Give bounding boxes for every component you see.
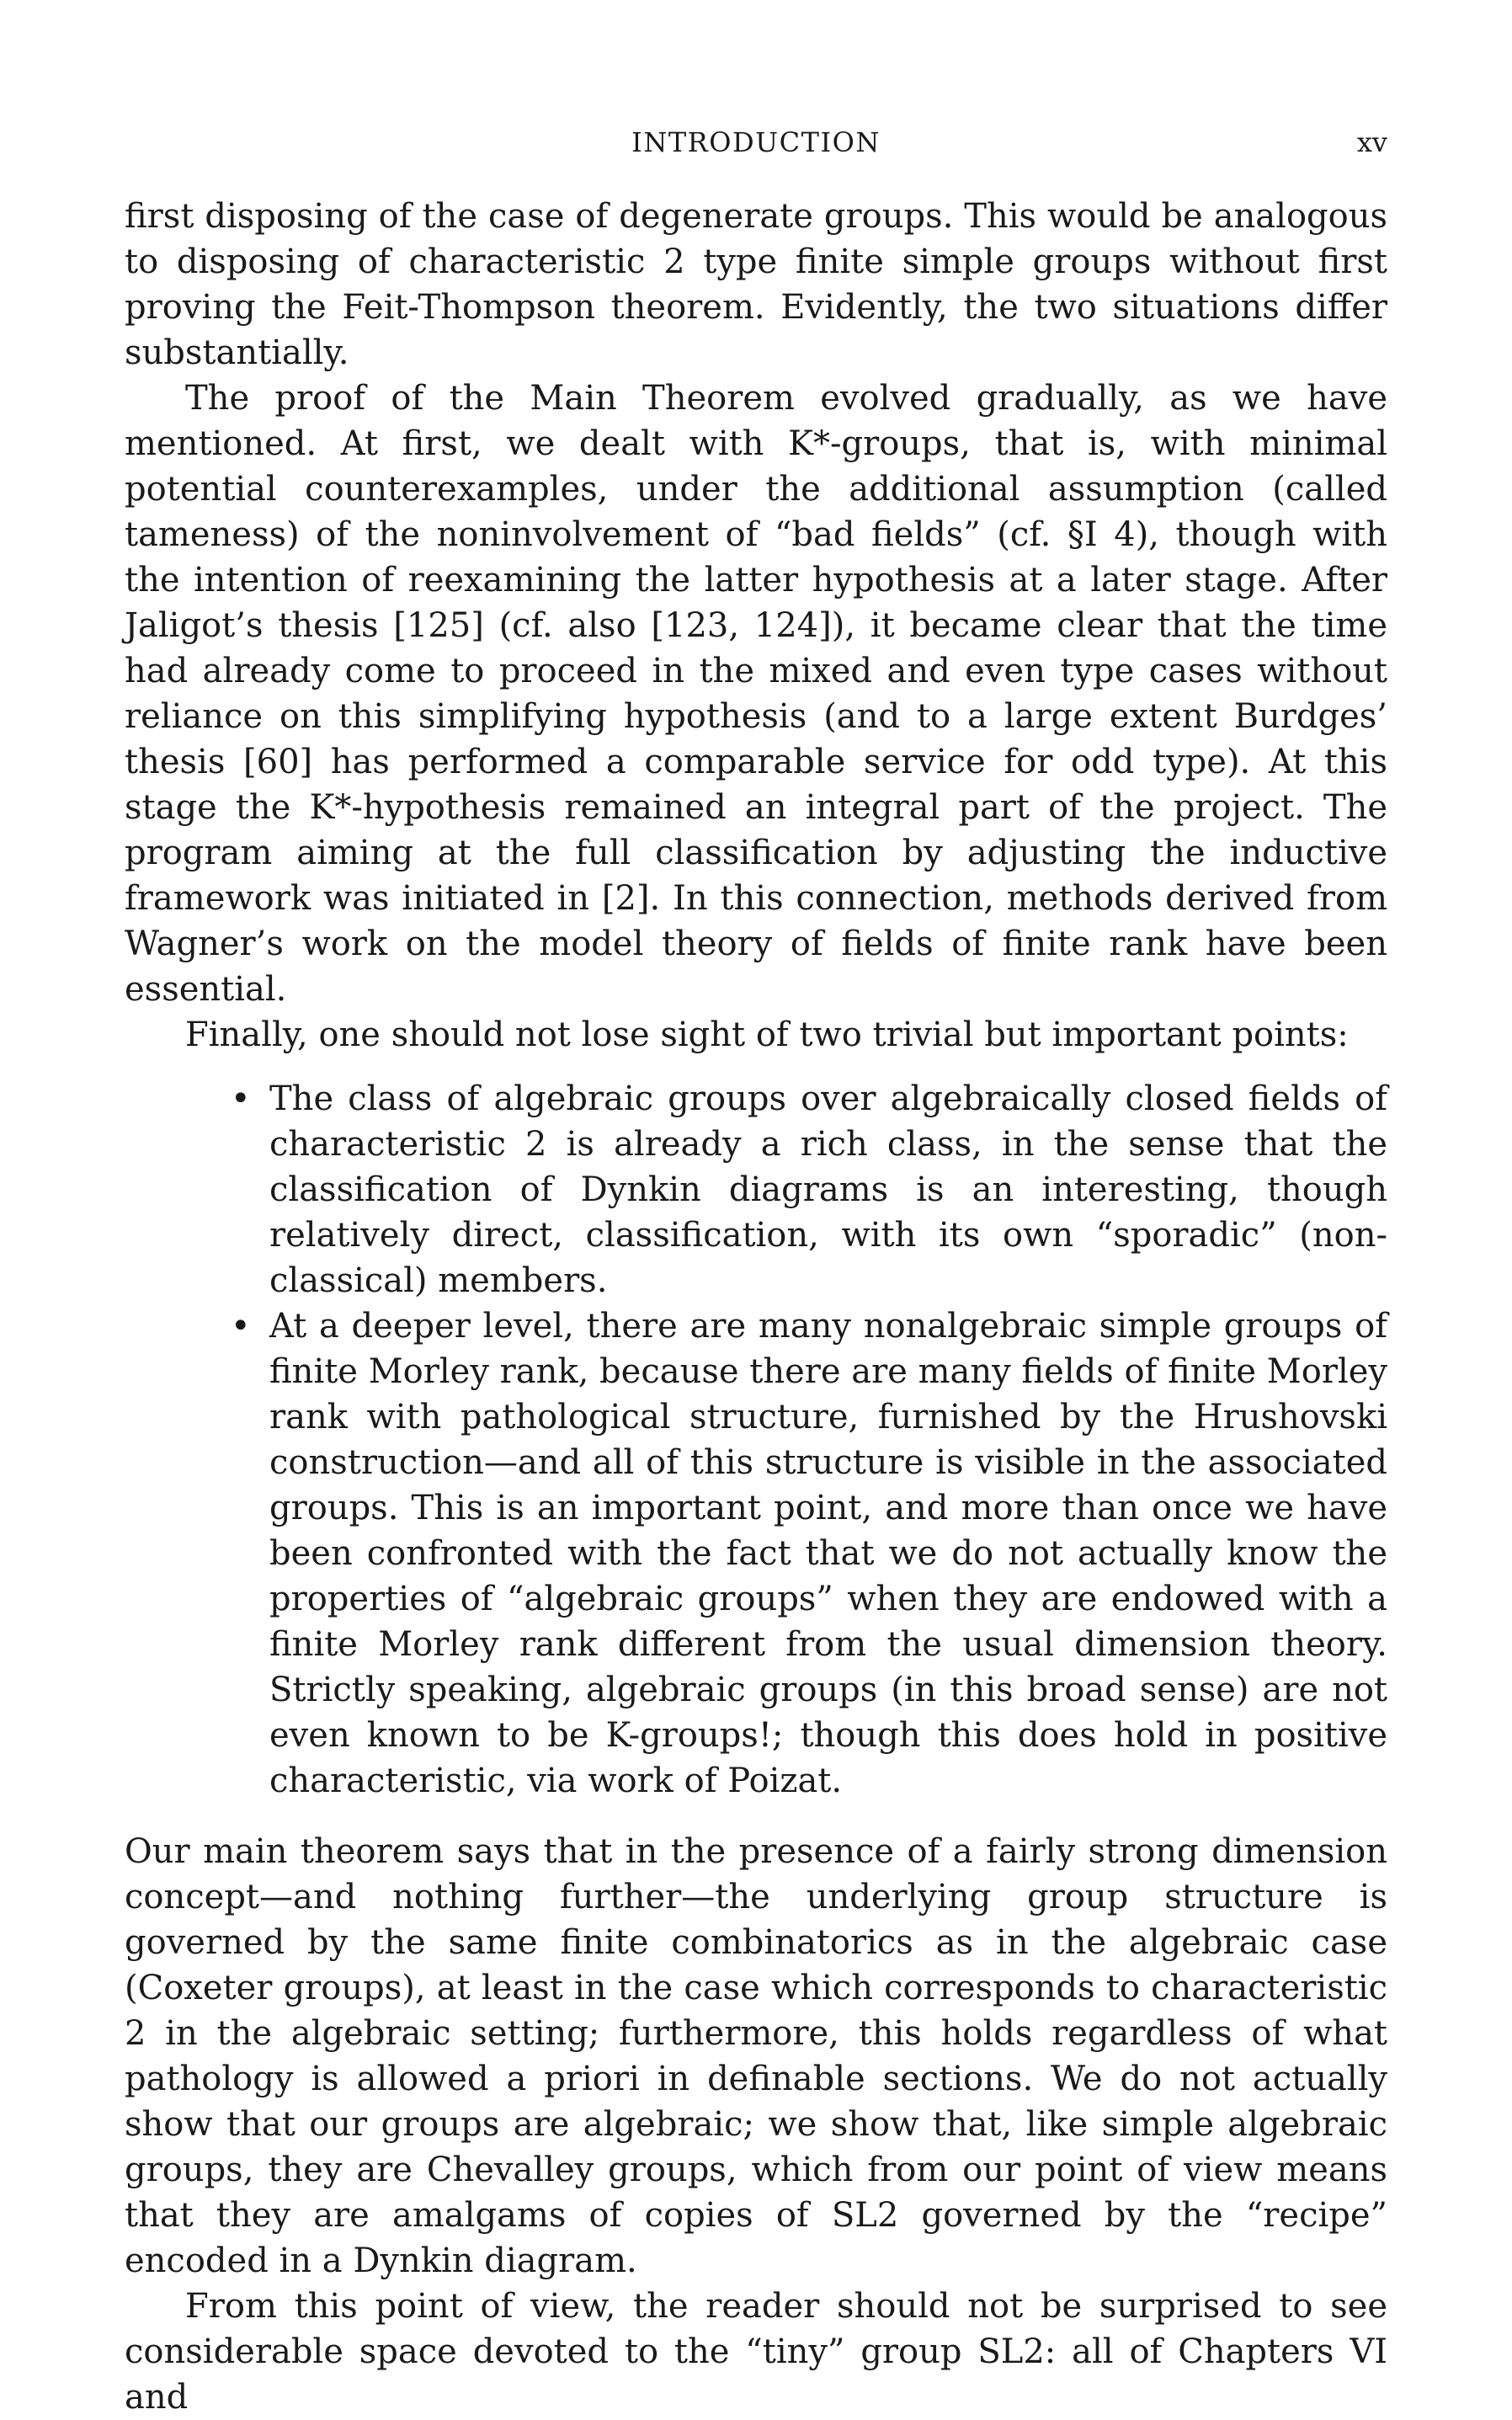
paragraph-proof-evolution: The proof of the Main Theorem evolved gradually, as we have mentioned. At first, we dealt with K*-groups, that is, with minimal potential counterexamples, under the additional assumption (called tameness) of the noninvolvement of “bad fields” (cf. §I 4), though with the intention of reexamining the latter hypothesis at a later stage. After Jaligot’s thesis [125] (cf. also [123, 124]), it became clear that the time had already come to proceed in the mixed and even type cases without reliance on this simplifying hypothesis (and to a large extent Burdges’ thesis [60] has performed a comparable service for odd type). At this stage the K*-hypothesis remained an integral part of the project. The program aiming at the full classification by adjusting the inductive framework was initiated in [2]. In this connection, methods derived from Wagner’s work on the model theory of fields of finite rank have been essential. [125, 379, 1387, 1009]
paragraph-trivial-points: Finally, one should not lose sight of two trivial but important points: [185, 1015, 1349, 1054]
running-title: INTRODUCTION [631, 126, 881, 158]
book-page [125, 109, 1387, 2420]
paragraph-sl2: From this point of view, the reader should not be surprised to see considerable space devoted to the “tiny” group SL2: all of Chapters VI and [125, 2287, 1387, 2417]
bullet-item-nonalgebraic-groups: • At a deeper level, there are many nonalgebraic simple groups of finite Morley rank, because there are many fields of finite Morley rank with pathological structure, furnished by the Hrushovski construction—and all of this structure is visible in the associated groups. This is an important point, and more than once we have been confronted with the fact that we do not actually know the properties of “algebraic groups” when they are endowed with a finite Morley rank different from the usual dimension theory. Strictly speaking, algebraic groups (in this broad sense) are not even known to be K-groups!; though this does hold in positive characteristic, via work of Poizat. [269, 1303, 1387, 1804]
page-number: xv [1356, 126, 1387, 158]
running-head [125, 109, 1387, 160]
bullet-list [125, 1076, 1387, 1804]
paragraph-continued: first disposing of the case of degenerate groups. This would be analogous to disposing of characteristic 2 type finite simple groups without first proving the Feit-Thompson theorem. Evidently, the two situations differ substantially. [125, 197, 1387, 372]
bullet-item-algebraic-groups: • The class of algebraic groups over algebraically closed fields of characteristic 2 is already a rich class, in the sense that the classification of Dynkin diagrams is an interesting, though relatively direct, classification, with its own “sporadic” (non-classical) members. [269, 1076, 1387, 1303]
paragraph-main-theorem: Our main theorem says that in the presence of a fairly strong dimension concept—and nothing further—the underlying group structure is governed by the same finite combinatorics as in the algebraic case (Coxeter groups), at least in the case which corresponds to characteristic 2 in the algebraic setting; furthermore, this holds regardless of what pathology is allowed a priori in definable sections. We do not actually show that our groups are algebraic; we show that, like simple algebraic groups, they are Chevalley groups, which from our point of view means that they are amalgams of copies of SL2 governed by the “recipe” encoded in a Dynkin diagram. [125, 1832, 1387, 2280]
